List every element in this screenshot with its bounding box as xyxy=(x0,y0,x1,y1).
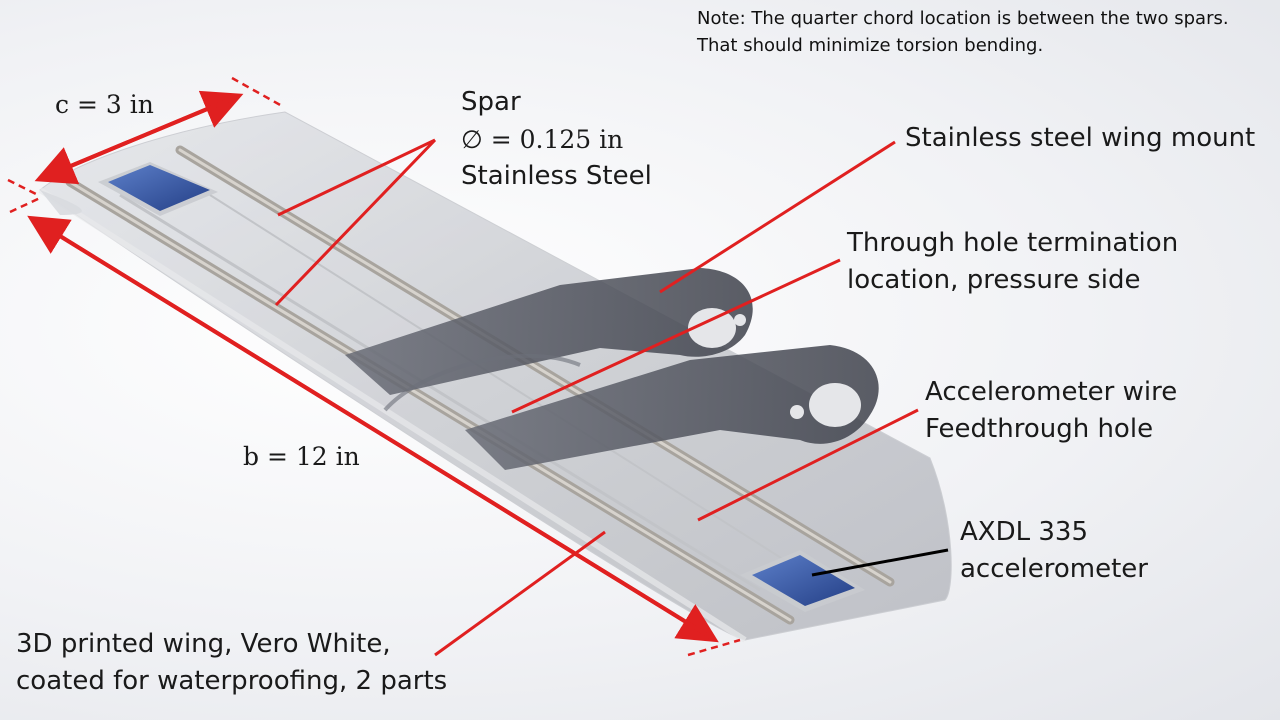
wing-line-2: coated for waterproofing, 2 parts xyxy=(16,666,448,696)
through-hole-label xyxy=(847,225,1178,299)
wing-mount-label: Stainless steel wing mount xyxy=(905,123,1256,153)
span-label: b = 12 in xyxy=(243,442,360,471)
spar-label xyxy=(461,84,652,195)
note-text xyxy=(697,5,1229,59)
through-hole-line-1: Through hole termination xyxy=(847,228,1179,258)
feedthrough-line-1: Accelerometer wire xyxy=(925,377,1178,407)
chord-label: c = 3 in xyxy=(55,90,154,119)
spar-diameter: ∅ = 0.125 in xyxy=(461,125,624,154)
through-hole-line-2: location, pressure side xyxy=(847,265,1141,295)
note-line-2: That should minimize torsion bending. xyxy=(697,35,1044,56)
spar-title: Spar xyxy=(461,87,521,117)
feedthrough-label xyxy=(925,374,1177,448)
spar-material: Stainless Steel xyxy=(461,161,652,191)
accelerometer-line-2: accelerometer xyxy=(960,554,1148,584)
note-line-1: Note: The quarter chord location is between the two spars. xyxy=(697,8,1229,29)
wing-label xyxy=(16,626,447,700)
accelerometer-line-1: AXDL 335 xyxy=(960,517,1088,547)
wing-line-1: 3D printed wing, Vero White, xyxy=(16,629,391,659)
accelerometer-label xyxy=(960,514,1148,588)
feedthrough-line-2: Feedthrough hole xyxy=(925,414,1154,444)
